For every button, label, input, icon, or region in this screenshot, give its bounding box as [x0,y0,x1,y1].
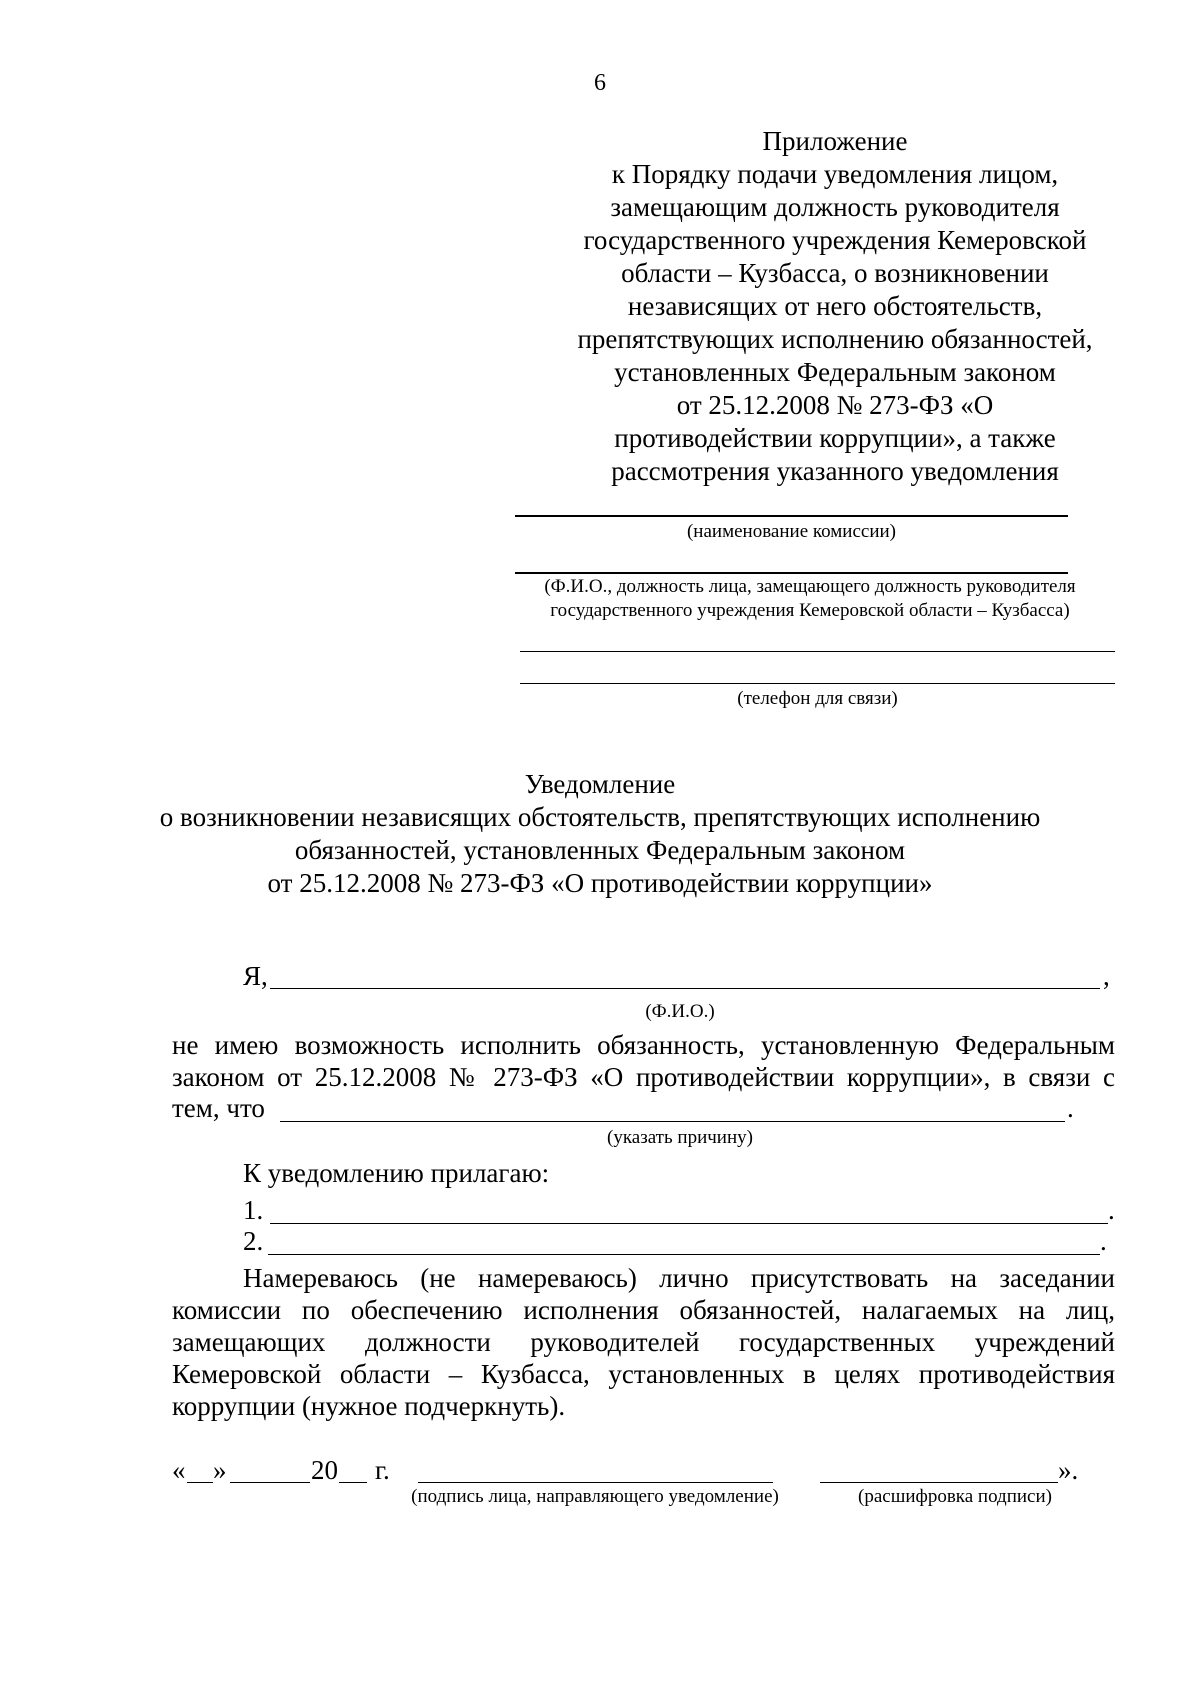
notice-subtitle-line: о возникновении независящих обстоятельств, препятствующих исполнению [159,802,1041,832]
attachment-1-period: . [1108,1195,1115,1225]
paragraph-line: Кемеровской области – Кузбасса, установленных в целях противодействия [172,1359,1115,1389]
reason-field[interactable] [280,1121,1065,1122]
date-year-prefix: 20 [311,1455,338,1485]
appendix-line: от 25.12.2008 № 273-ФЗ «О [676,390,994,420]
notice-subtitle-line: от 25.12.2008 № 273-ФЗ «О противодействии коррупции» [267,868,933,898]
appendix-line: государственного учреждения Кемеровской [583,225,1087,255]
attachments-label: К уведомлению прилагаю: [243,1158,550,1188]
reason-caption: (указать причину) [607,1127,753,1148]
notice-subtitle-line: обязанностей, установленных Федеральным законом [294,835,906,865]
appendix-line: установленных Федеральным законом [614,357,1056,387]
person-info-caption-line1: (Ф.И.О., должность лица, замещающего должность руководителя [544,576,1076,597]
appendix-line: к Порядку подачи уведомления лицом, [611,159,1059,189]
paragraph-line: не имею возможность исполнить обязанность, установленную Федеральным [172,1030,1115,1060]
signature-decode-field[interactable] [820,1482,1058,1483]
appendix-header [560,125,1110,488]
appendix-line: рассмотрения указанного уведомления [611,456,1059,486]
commission-name-caption: (наименование комиссии) [686,521,897,542]
signature-decode-caption: (расшифровка подписи) [858,1486,1052,1507]
date-day-field[interactable] [187,1482,213,1483]
attachment-1-field[interactable] [270,1223,1108,1224]
date-open-quote: « [172,1455,186,1485]
date-month-field[interactable] [230,1482,310,1483]
page-number: 6 [594,70,606,96]
phone-field-1[interactable] [520,651,1115,652]
phone-field-2[interactable] [520,683,1115,684]
paragraph-attendance [172,1262,1115,1422]
fio-field[interactable] [270,988,1100,989]
reason-period: . [1067,1093,1074,1123]
paragraph-line: тем, что [172,1093,265,1123]
attachment-2-number: 2. [243,1226,264,1256]
date-year-field[interactable] [339,1482,367,1483]
person-info-caption-line2: государственного учреждения Кемеровской области – Кузбасса) [550,600,1070,621]
fio-comma: , [1103,961,1110,991]
appendix-line: противодействии коррупции», а также [614,423,1056,453]
signature-end-quote: ». [1058,1455,1079,1485]
attachment-1-number: 1. [243,1195,264,1225]
paragraph-line: комиссии по обеспечению исполнения обязанностей, налагаемых на лиц, [172,1295,1115,1325]
commission-name-field[interactable] [515,515,1068,517]
fio-caption: (Ф.И.О.) [645,1001,715,1022]
date-close-quote: » [213,1455,227,1485]
paragraph-line: коррупции (нужное подчеркнуть). [172,1391,566,1421]
phone-caption: (телефон для связи) [737,688,898,709]
appendix-line: области – Кузбасса, о возникновении [621,258,1049,288]
paragraph-line: законом от 25.12.2008 № 273-ФЗ «О противодействии коррупции», в связи с [172,1062,1115,1092]
notice-title [0,768,1200,900]
appendix-line: препятствующих исполнению обязанностей, [577,324,1093,354]
attachment-2-field[interactable] [268,1254,1100,1255]
paragraph-line: Намереваюсь (не намереваюсь) лично присутствовать на заседании [243,1263,1115,1293]
paragraph-obligation [172,1029,1115,1093]
appendix-line: независящих от него обстоятельств, [627,291,1043,321]
appendix-line: Приложение [762,126,908,156]
i-prefix: Я, [243,961,268,991]
signature-caption: (подпись лица, направляющего уведомление) [411,1486,779,1507]
date-year-suffix: г. [375,1455,390,1485]
person-info-field[interactable] [515,572,1068,574]
signature-field[interactable] [418,1482,773,1483]
attachment-2-period: . [1100,1226,1107,1256]
paragraph-line: замещающих должности руководителей государственных учреждений [172,1327,1115,1357]
notice-heading: Уведомление [524,769,676,799]
appendix-line: замещающим должность руководителя [610,192,1060,222]
